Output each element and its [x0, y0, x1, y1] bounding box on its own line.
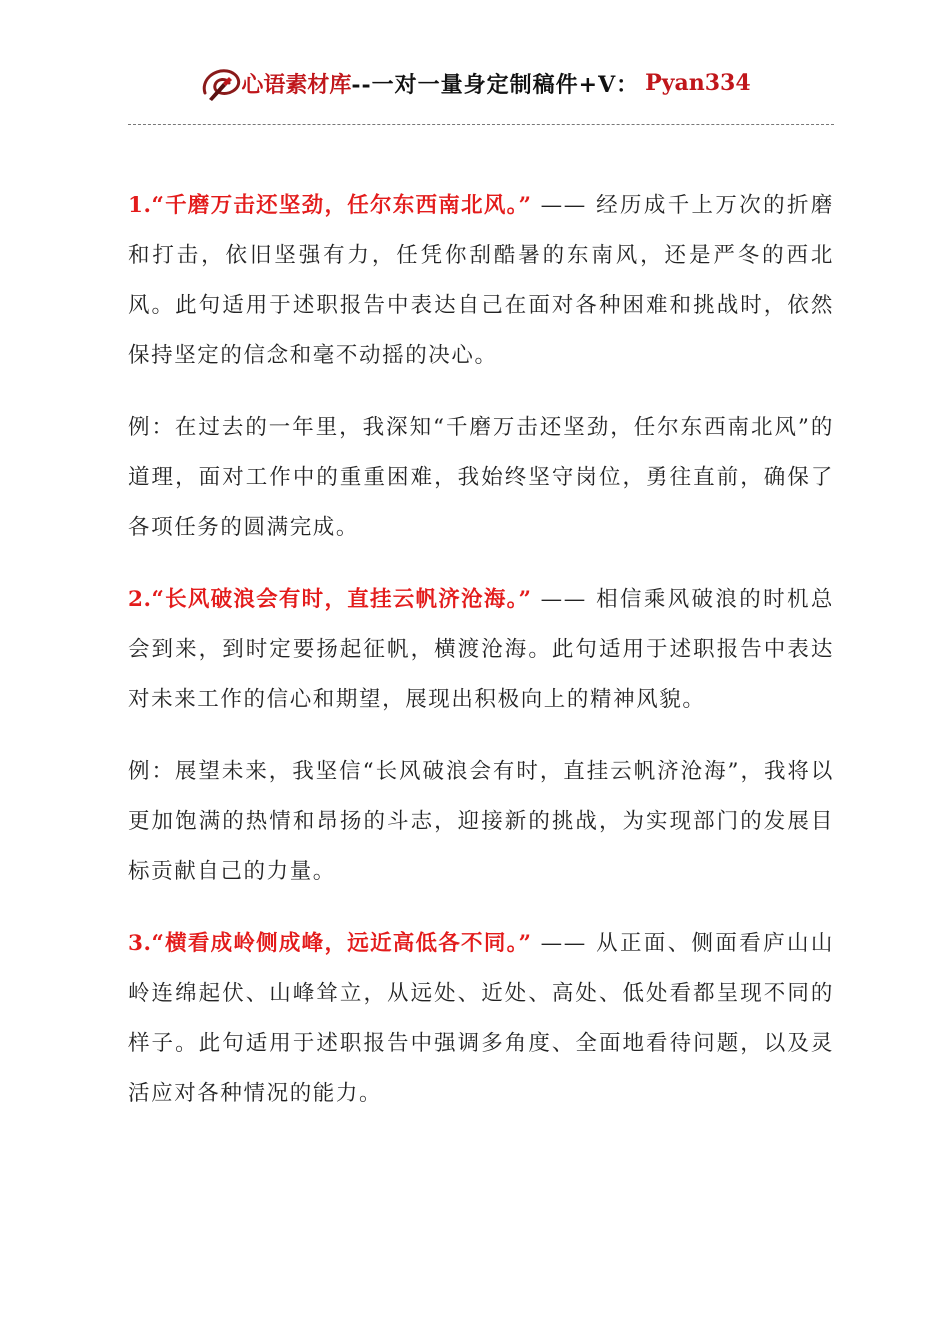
item-1-example: 例：在过去的一年里，我深知“千磨万击还坚劲，任尔东西南北风”的道理，面对工作中的重重困难，我始终坚守岗位，勇往直前，确保了各项任务的圆满完成。 [128, 415, 834, 540]
pen-swirl-logo-icon [199, 63, 247, 103]
brand-name: 心语素材库 [241, 71, 352, 98]
item-2-explanation: —— 相信乘风破浪的时机总会到来，到时定要扬起征帆，横渡沧海。此句适用于述职报告中表达对未来工作的信心和期望，展现出积极向上的精神风貌。 [128, 587, 834, 712]
document-body [128, 181, 834, 1141]
item-1-quote: 1.“千磨万击还坚劲，任尔东西南北风。” [128, 193, 532, 218]
item-3-paragraph [128, 919, 834, 1119]
item-2-quote: 2.“长风破浪会有时，直挂云帆济沧海。” [128, 587, 532, 612]
page-header [0, 58, 950, 108]
header-line [199, 63, 750, 103]
contact-id: Pyan334 [645, 70, 751, 96]
item-2-example: 例：展望未来，我坚信“长风破浪会有时，直挂云帆济沧海”，我将以更加饱满的热情和昂扬的斗志，迎接新的挑战，为实现部门的发展目标贡献自己的力量。 [128, 759, 834, 884]
header-divider [128, 124, 834, 125]
header-tagline: --一对一量身定制稿件+V： [351, 71, 640, 98]
item-3-quote: 3.“横看成岭侧成峰，远近高低各不同。” [128, 931, 532, 956]
item-1-paragraph [128, 181, 834, 381]
item-1-explanation: —— 经历成千上万次的折磨和打击，依旧坚强有力，任凭你刮酷暑的东南风，还是严冬的西北风。此句适用于述职报告中表达自己在面对各种困难和挑战时，依然保持坚定的信念和毫不动摇的决心。 [128, 193, 834, 368]
item-3-explanation: —— 从正面、侧面看庐山山岭连绵起伏、山峰耸立，从远处、近处、高处、低处看都呈现不同的样子。此句适用于述职报告中强调多角度、全面地看待问题，以及灵活应对各种情况的能力。 [128, 931, 834, 1106]
item-2-paragraph [128, 575, 834, 725]
